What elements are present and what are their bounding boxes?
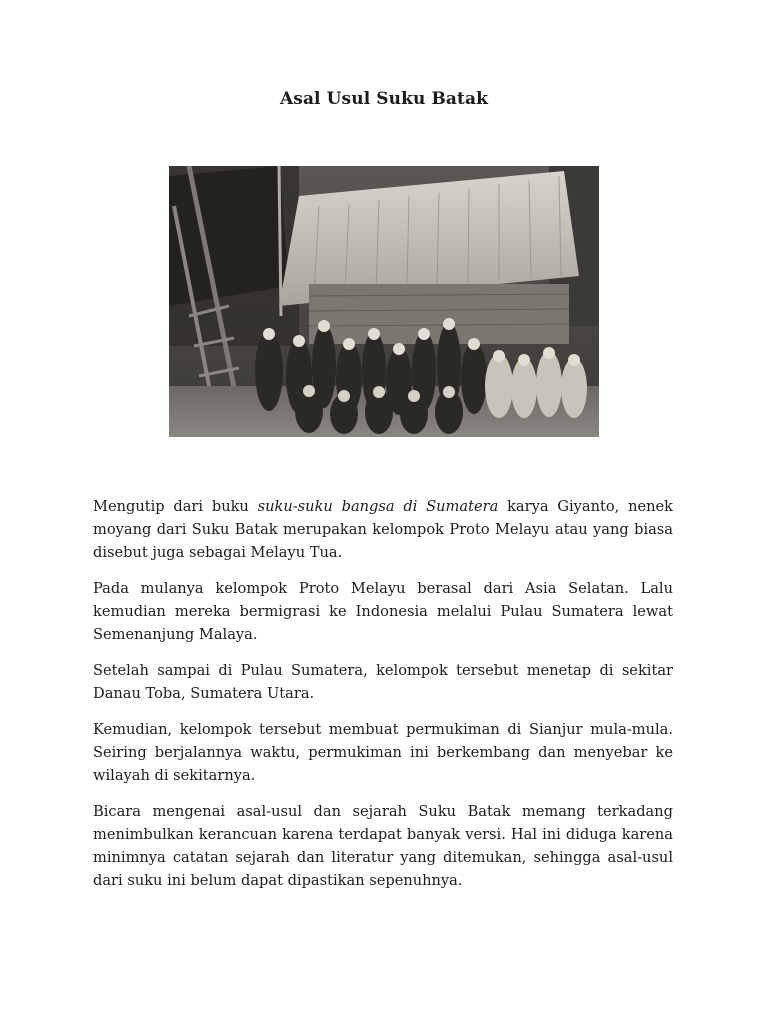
page-title: Asal Usul Suku Batak <box>279 89 488 109</box>
historical-photo <box>169 166 599 437</box>
paragraph-1-text-end: karya Giyanto, nenek moyang dari Suku Batak merupakan kelompok Proto Melayu atau yang biasa disebut juga sebagai Melayu Tua. <box>93 498 673 561</box>
book-title-italic: suku-suku bangsa di Sumatera <box>257 498 499 515</box>
paragraph-2: Pada mulanya kelompok Proto Melayu berasal dari Asia Selatan. Lalu kemudian mereka bermigrasi ke Indonesia melalui Pulau Sumatera lewat Semenanjung Malaya. <box>93 580 673 643</box>
paragraph-3: Setelah sampai di Pulau Sumatera, kelompok tersebut menetap di sekitar Danau Toba, Sumatera Utara. <box>93 662 673 702</box>
article-body <box>93 495 673 905</box>
historical-photo-icon <box>169 166 599 437</box>
paragraph-4: Kemudian, kelompok tersebut membuat permukiman di Sianjur mula-mula. Seiring berjalannya waktu, permukiman ini berkembang dan menyebar ke wilayah di sekitarnya. <box>93 721 673 784</box>
paragraph-5: Bicara mengenai asal-usul dan sejarah Suku Batak memang terkadang menimbulkan kerancuan karena terdapat banyak versi. Hal ini diduga karena minimnya catatan sejarah dan literatur yang ditemukan, sehingga asal-usul dari suku ini belum dapat dipastikan sepenuhnya. <box>93 803 673 889</box>
paragraph-1 <box>93 495 673 564</box>
paragraph-1-text-start: Mengutip dari buku <box>93 498 258 515</box>
